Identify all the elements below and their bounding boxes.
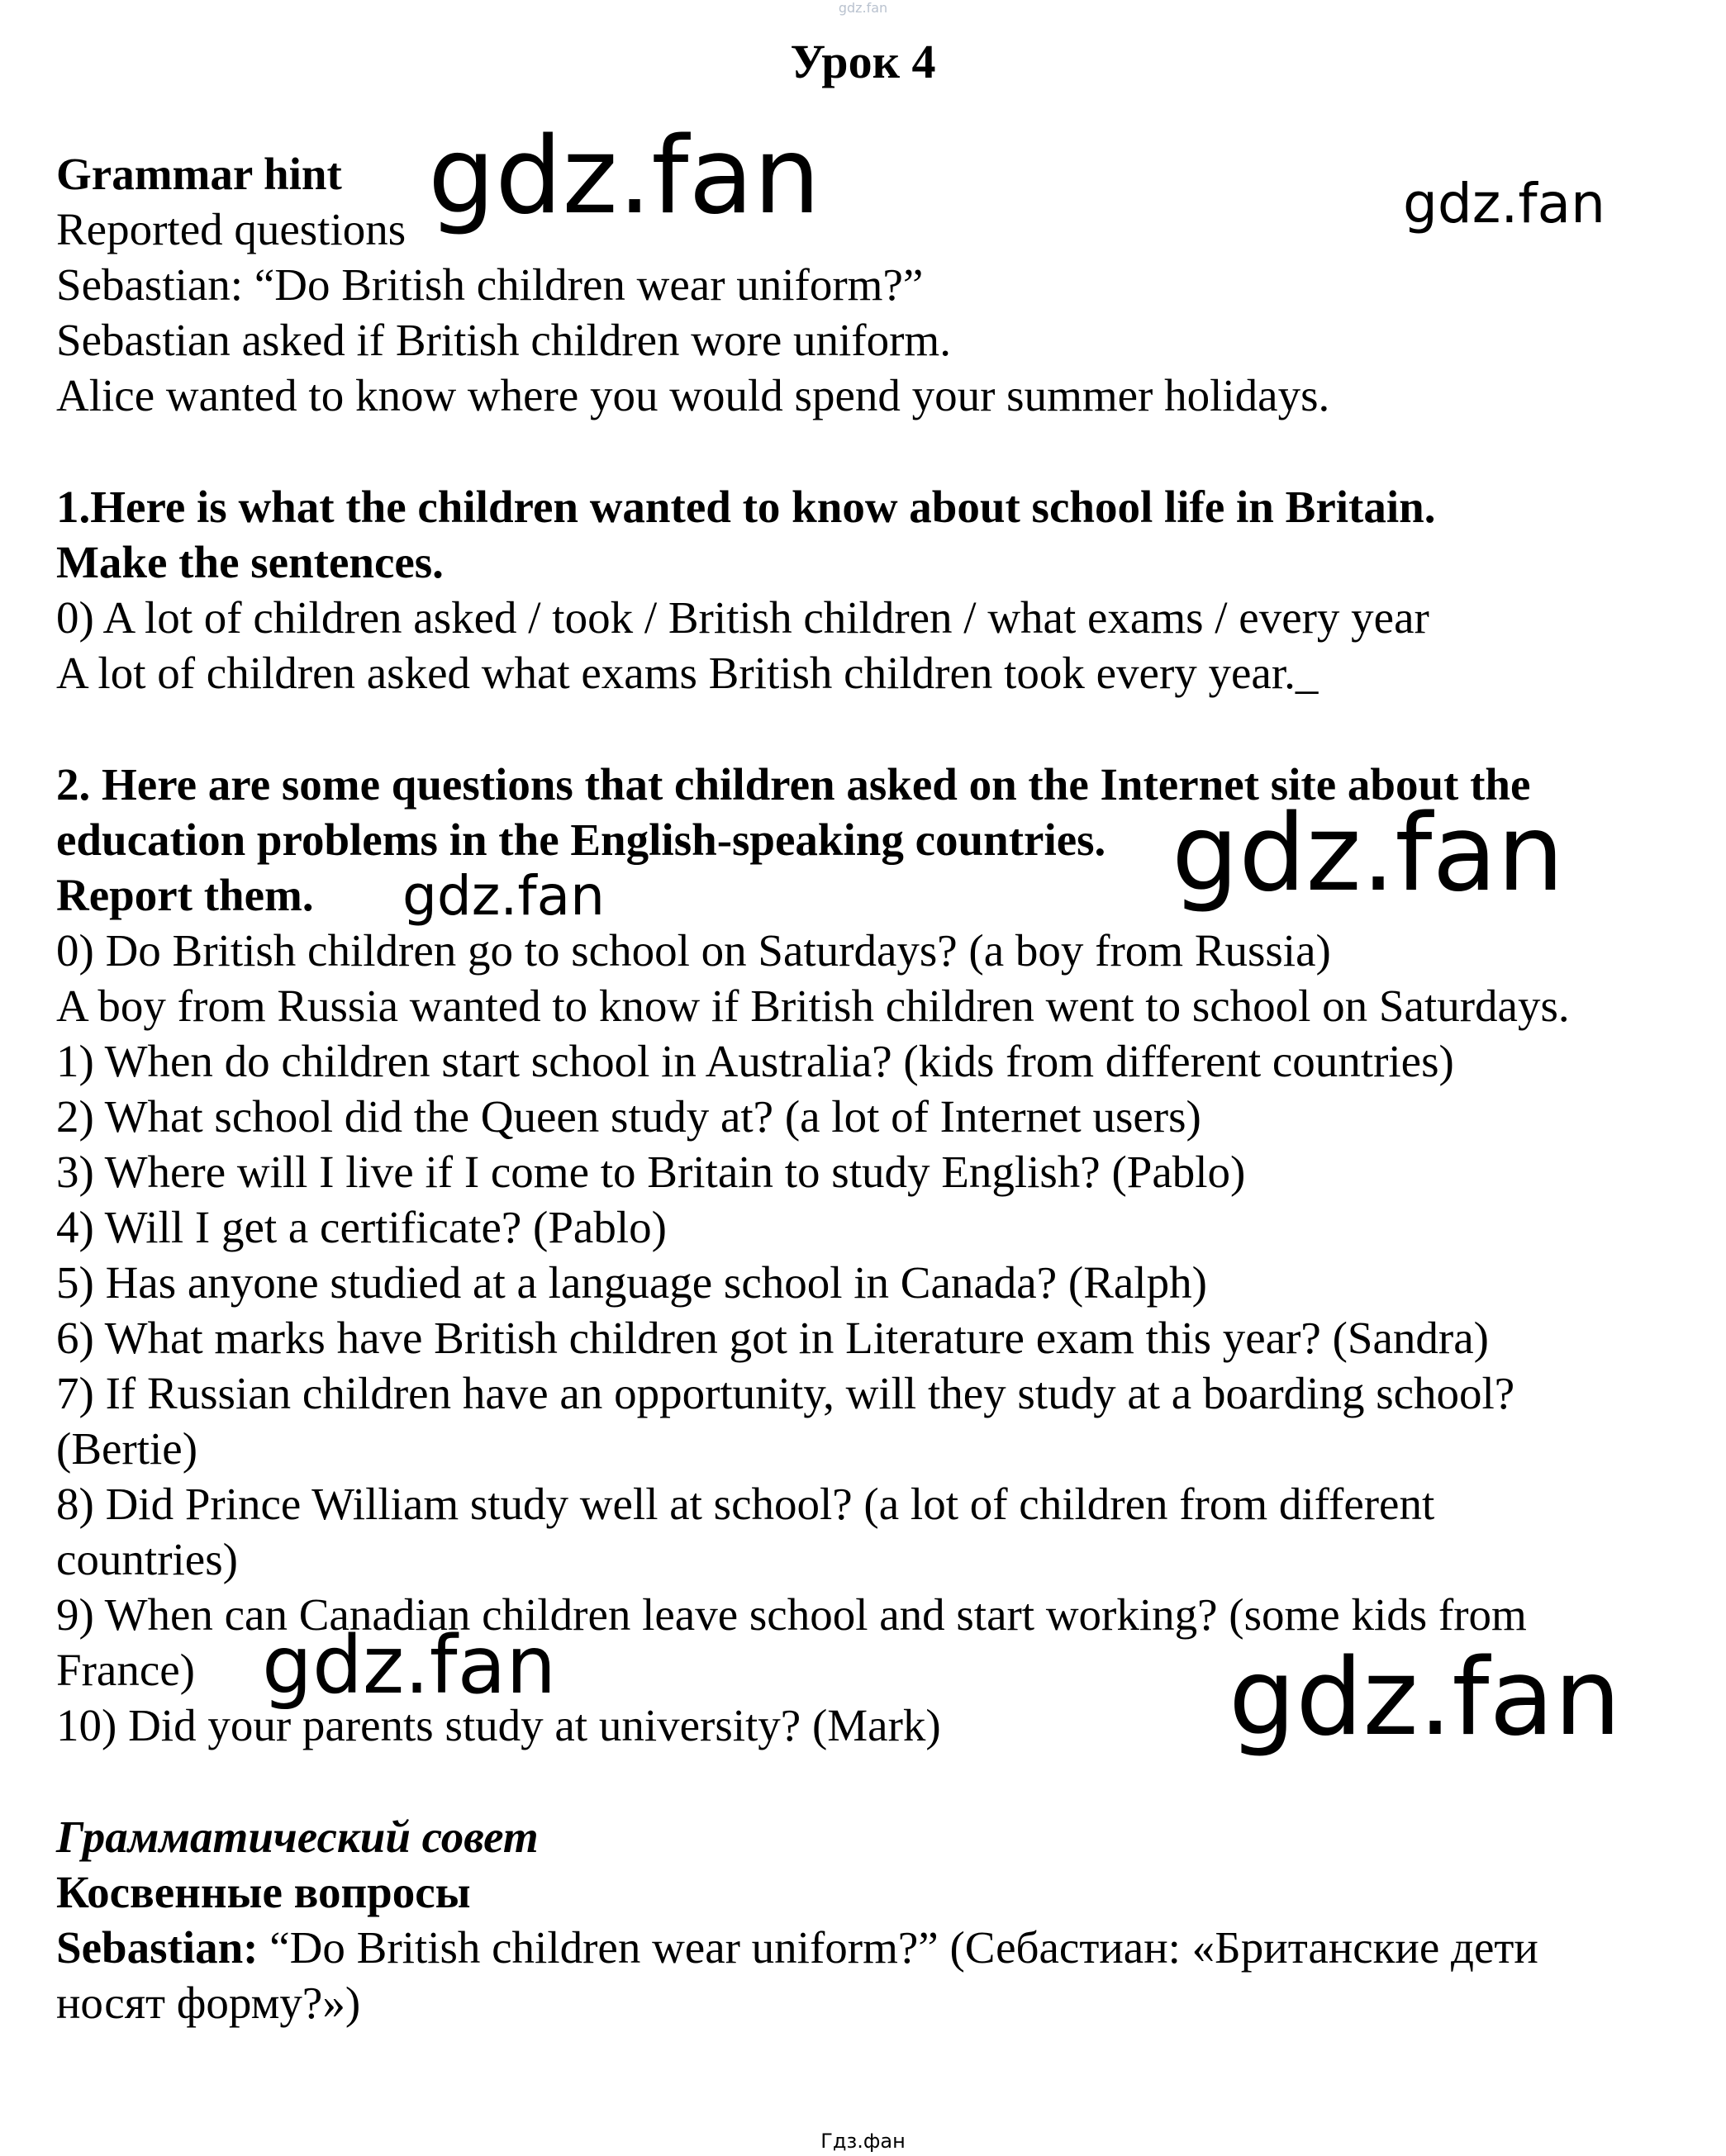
russian-hint-heading: Грамматический совет — [56, 1812, 539, 1862]
exercise1-example-answer: A lot of children asked what exams British children took every year._ — [56, 648, 1319, 698]
watermark: gdz.fan — [1403, 172, 1605, 235]
exercise2-line: 4) Will I get a certificate? (Pablo) — [56, 1202, 667, 1252]
grammar-hint-heading: Grammar hint — [56, 149, 342, 199]
page-title: Урок 4 — [790, 35, 936, 88]
exercise2-line: 10) Did your parents study at university? (Mark) — [56, 1700, 941, 1750]
russian-hint-subheading: Косвенные вопросы — [56, 1867, 471, 1917]
exercise2-line: 7) If Russian children have an opportunity, will they study at a boarding school? — [56, 1368, 1515, 1418]
exercise2-line: 9) When can Canadian children leave school and start working? (some kids from — [56, 1589, 1527, 1640]
watermark: gdz.fan — [402, 864, 605, 928]
exercise2-line: 6) What marks have British children got in Literature exam this year? (Sandra) — [56, 1313, 1489, 1363]
exercise2-line: 3) Where will I live if I come to Britain to study English? (Pablo) — [56, 1147, 1246, 1197]
exercise2-line: (Bertie) — [56, 1423, 198, 1474]
exercise2-line: A boy from Russia wanted to know if British children went to school on Saturdays. — [56, 981, 1570, 1031]
watermark: gdz.fan — [1172, 792, 1564, 915]
footer-text: Гдз.фан — [820, 2130, 906, 2153]
grammar-hint-topic: Reported questions — [56, 204, 407, 254]
russian-hint-quote-continuation: носят форму?») — [56, 1978, 361, 2028]
exercise2-line: 1) When do children start school in Australia? (kids from different countries) — [56, 1036, 1454, 1086]
top-watermark: gdz.fan — [838, 0, 888, 16]
watermark: gdz.fan — [1229, 1636, 1621, 1759]
exercise2-line: 0) Do British children go to school on Saturdays? (a boy from Russia) — [56, 925, 1331, 976]
exercise2-instruction: Report them. — [56, 870, 314, 920]
exercise1-instruction: Make the sentences. — [56, 537, 444, 587]
exercise2-instruction: education problems in the English-speaking countries. — [56, 814, 1106, 865]
exercise1-instruction: 1.Here is what the children wanted to know about school life in Britain. — [56, 482, 1436, 532]
exercise2-line: countries) — [56, 1534, 238, 1584]
grammar-hint-line: Sebastian: “Do British children wear uniform?” — [56, 259, 924, 310]
quote-text: “Do British children wear uniform?” (Себастиан: «Британские дети — [258, 1922, 1538, 1973]
grammar-hint-line: Sebastian asked if British children wore uniform. — [56, 315, 951, 365]
exercise2-line: France) — [56, 1645, 195, 1695]
exercise1-example-prompt: 0) A lot of children asked / took / British children / what exams / every year — [56, 592, 1429, 643]
exercise2-line: 8) Did Prince William study well at school? (a lot of children from different — [56, 1479, 1435, 1529]
speaker-label: Sebastian: — [56, 1922, 259, 1973]
watermark: gdz.fan — [262, 1619, 557, 1712]
russian-hint-quote — [56, 1920, 1538, 1975]
exercise2-line: 5) Has anyone studied at a language school in Canada? (Ralph) — [56, 1257, 1207, 1308]
grammar-hint-line: Alice wanted to know where you would spend your summer holidays. — [56, 370, 1330, 420]
watermark: gdz.fan — [428, 115, 820, 238]
exercise2-line: 2) What school did the Queen study at? (a lot of Internet users) — [56, 1091, 1201, 1142]
exercise2-instruction: 2. Here are some questions that children asked on the Internet site about the — [56, 759, 1531, 810]
